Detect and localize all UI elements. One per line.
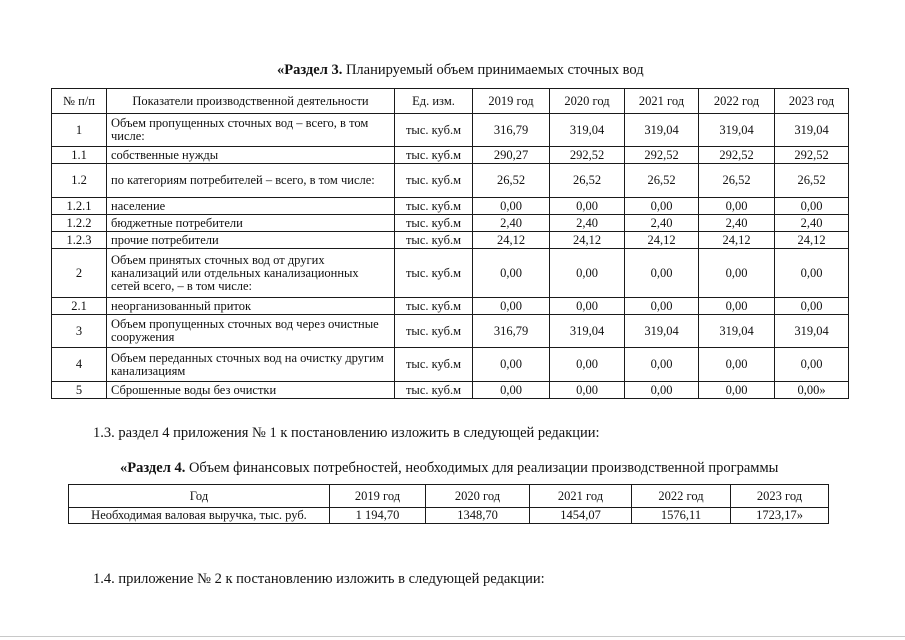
row-unit: тыс. куб.м [395,315,473,348]
header-2019: 2019 год [473,89,550,114]
row-value-2022: 292,52 [699,147,775,164]
row-indicator: Объем переданных сточных вод на очистку другим канализациям [107,348,395,382]
row-value-2022: 0,00 [699,249,775,298]
header-2020: 2020 год [426,485,530,508]
row-unit: тыс. куб.м [395,232,473,249]
section4-header-row [69,485,829,508]
row-unit: тыс. куб.м [395,249,473,298]
table-row [52,232,849,249]
row-value-2019: 0,00 [473,348,550,382]
section3-heading-rest: Планируемый объем принимаемых сточных вод [342,62,644,78]
scan-edge-line [0,636,905,637]
section4-table [68,484,829,524]
section3-heading [277,61,644,79]
row-value-2022: 0,00 [699,348,775,382]
row-value-2022: 0,00 [699,382,775,399]
row-unit: тыс. куб.м [395,298,473,315]
row-value-2023: 26,52 [775,164,849,198]
row-value-2023: 2,40 [775,215,849,232]
row-value-2021: 0,00 [625,382,699,399]
table-row [52,147,849,164]
section4-heading-rest: Объем финансовых потребностей, необходимых для реализации производственной программы [185,460,779,476]
row-value-2022: 1576,11 [632,508,731,524]
row-unit: тыс. куб.м [395,215,473,232]
row-num: 1.2 [52,164,107,198]
row-num: 5 [52,382,107,399]
row-value-2021: 0,00 [625,198,699,215]
row-value-2020: 0,00 [550,382,625,399]
row-value-2021: 26,52 [625,164,699,198]
table-row [52,315,849,348]
table-row [69,508,829,524]
row-value-2021: 0,00 [625,298,699,315]
table-row [52,298,849,315]
row-value-2021: 1454,07 [530,508,632,524]
row-value-2020: 319,04 [550,114,625,147]
row-indicator: Сброшенные воды без очистки [107,382,395,399]
row-value-2020: 319,04 [550,315,625,348]
row-value-2019: 0,00 [473,198,550,215]
row-value-2023: 1723,17» [731,508,829,524]
row-value-2021: 319,04 [625,114,699,147]
row-unit: тыс. куб.м [395,198,473,215]
row-value-2021: 0,00 [625,348,699,382]
section4-heading-bold: «Раздел 4. [120,460,186,476]
row-num: 2.1 [52,298,107,315]
row-indicator: по категориям потребителей – всего, в том числе: [107,164,395,198]
row-unit: тыс. куб.м [395,147,473,164]
header-2023: 2023 год [775,89,849,114]
row-value-2020: 0,00 [550,348,625,382]
row-num: 3 [52,315,107,348]
row-value-2019: 316,79 [473,315,550,348]
row-value-2022: 0,00 [699,198,775,215]
row-value-2021: 292,52 [625,147,699,164]
row-indicator: прочие потребители [107,232,395,249]
row-unit: тыс. куб.м [395,164,473,198]
table-row [52,348,849,382]
row-value-2020: 0,00 [550,298,625,315]
row-num: 2 [52,249,107,298]
row-label: Необходимая валовая выручка, тыс. руб. [69,508,330,524]
header-2021: 2021 год [530,485,632,508]
row-value-2019: 290,27 [473,147,550,164]
header-2021: 2021 год [625,89,699,114]
row-value-2019: 2,40 [473,215,550,232]
table-row [52,114,849,147]
row-indicator: Объем пропущенных сточных вод – всего, в том числе: [107,114,395,147]
section3-header-row [52,89,849,114]
row-value-2020: 1348,70 [426,508,530,524]
row-indicator: неорганизованный приток [107,298,395,315]
row-value-2019: 1 194,70 [330,508,426,524]
header-2023: 2023 год [731,485,829,508]
row-value-2023: 292,52 [775,147,849,164]
row-num: 1.2.1 [52,198,107,215]
row-num: 1.2.2 [52,215,107,232]
row-unit: тыс. куб.м [395,348,473,382]
row-indicator: население [107,198,395,215]
row-value-2020: 0,00 [550,249,625,298]
row-value-2020: 24,12 [550,232,625,249]
row-value-2020: 292,52 [550,147,625,164]
row-value-2019: 0,00 [473,298,550,315]
row-value-2023: 24,12 [775,232,849,249]
row-num: 4 [52,348,107,382]
table-row [52,382,849,399]
header-2020: 2020 год [550,89,625,114]
table-row [52,249,849,298]
header-num: № п/п [52,89,107,114]
row-unit: тыс. куб.м [395,382,473,399]
row-value-2023: 0,00 [775,198,849,215]
header-2019: 2019 год [330,485,426,508]
row-value-2019: 24,12 [473,232,550,249]
paragraph-1-3: 1.3. раздел 4 приложения № 1 к постановлению изложить в следующей редакции: [93,425,600,441]
row-value-2022: 24,12 [699,232,775,249]
header-year: Год [69,485,330,508]
table-row [52,198,849,215]
row-indicator: бюджетные потребители [107,215,395,232]
header-2022: 2022 год [699,89,775,114]
header-2022: 2022 год [632,485,731,508]
row-value-2021: 0,00 [625,249,699,298]
row-indicator: Объем пропущенных сточных вод через очистные сооружения [107,315,395,348]
section3-table [51,88,849,399]
row-num: 1.2.3 [52,232,107,249]
row-value-2019: 26,52 [473,164,550,198]
row-indicator: Объем принятых сточных вод от других канализаций или отдельных канализационных сетей всего, – в том числе: [107,249,395,298]
row-value-2023: 0,00 [775,249,849,298]
section3-heading-bold: «Раздел 3. [277,62,343,78]
row-value-2020: 26,52 [550,164,625,198]
row-value-2022: 26,52 [699,164,775,198]
row-value-2022: 319,04 [699,315,775,348]
row-value-2019: 0,00 [473,249,550,298]
row-value-2019: 316,79 [473,114,550,147]
row-value-2023: 319,04 [775,114,849,147]
row-value-2019: 0,00 [473,382,550,399]
row-value-2023: 319,04 [775,315,849,348]
row-value-2022: 319,04 [699,114,775,147]
header-unit: Ед. изм. [395,89,473,114]
row-value-2022: 0,00 [699,298,775,315]
section4-heading [120,459,778,477]
table-row [52,215,849,232]
header-indicator: Показатели производственной деятельности [107,89,395,114]
row-value-2023: 0,00» [775,382,849,399]
table-row [52,164,849,198]
row-value-2023: 0,00 [775,348,849,382]
row-value-2022: 2,40 [699,215,775,232]
row-value-2021: 2,40 [625,215,699,232]
row-value-2020: 2,40 [550,215,625,232]
row-value-2021: 319,04 [625,315,699,348]
row-unit: тыс. куб.м [395,114,473,147]
row-num: 1 [52,114,107,147]
row-value-2021: 24,12 [625,232,699,249]
row-value-2020: 0,00 [550,198,625,215]
row-num: 1.1 [52,147,107,164]
paragraph-1-4: 1.4. приложение № 2 к постановлению изложить в следующей редакции: [93,571,545,587]
row-indicator: собственные нужды [107,147,395,164]
row-value-2023: 0,00 [775,298,849,315]
